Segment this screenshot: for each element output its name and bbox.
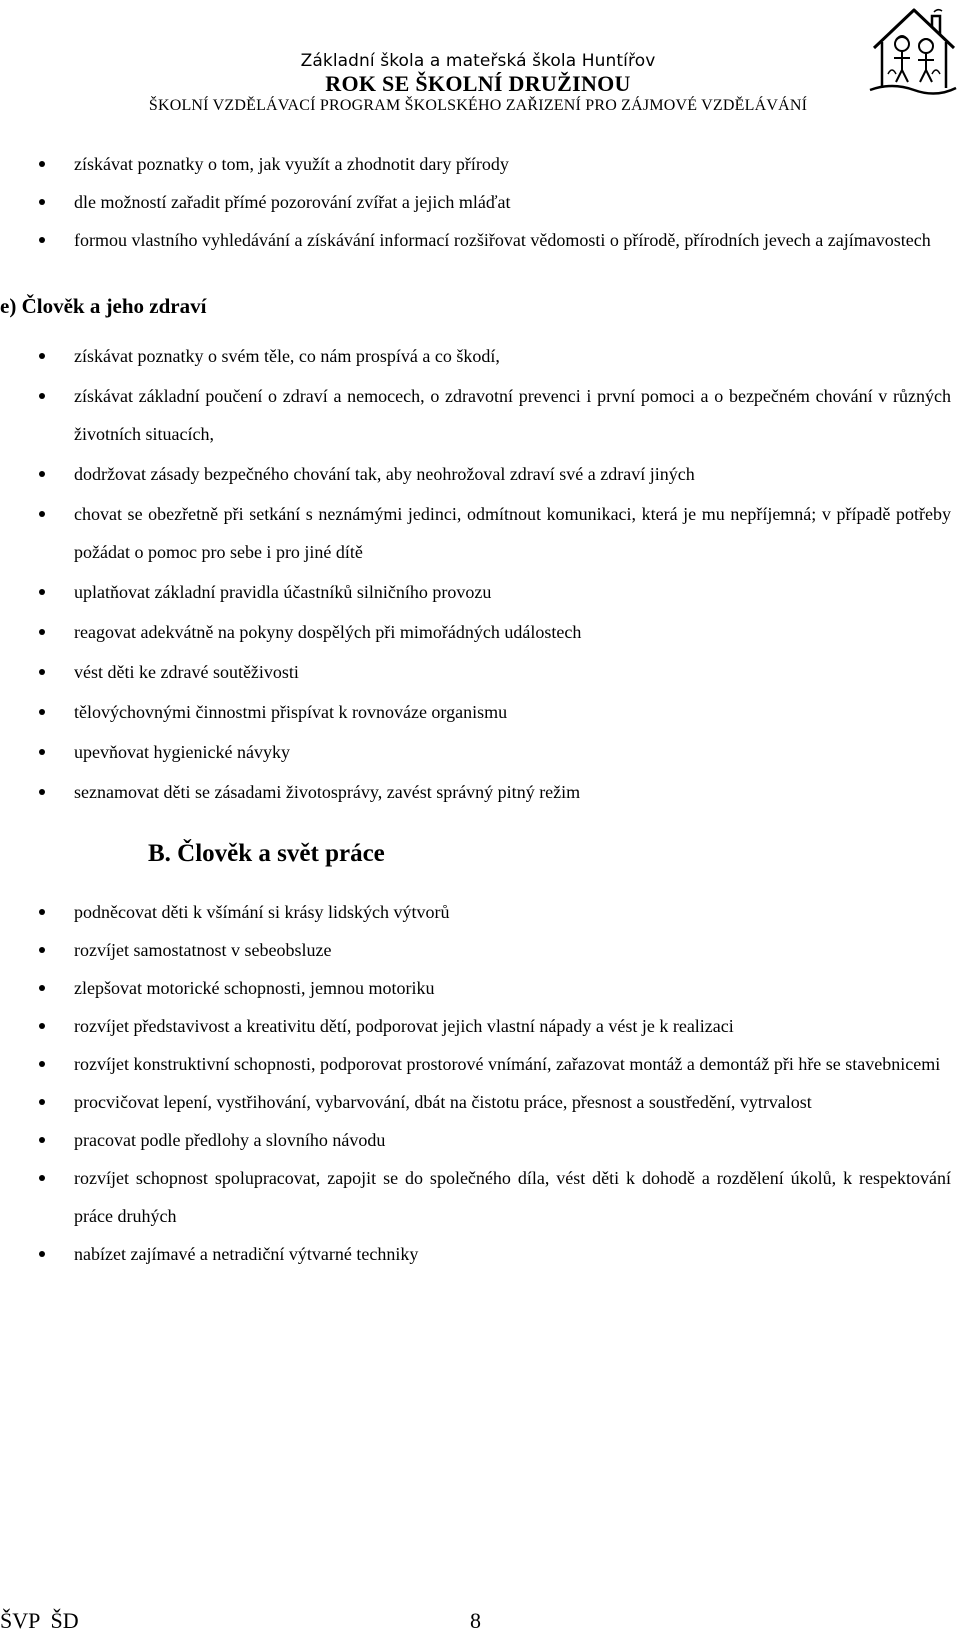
list-item: zlepšovat motorické schopnosti, jemnou motoriku	[0, 969, 960, 1007]
work-list	[0, 893, 960, 1273]
list-item: pracovat podle předlohy a slovního návodu	[0, 1121, 960, 1159]
nature-list	[0, 145, 960, 259]
school-logo-icon	[868, 4, 958, 96]
list-item: dodržovat zásady bezpečného chování tak, aby neohrožoval zdraví své a zdraví jiných	[0, 455, 960, 493]
header-subtitle: ŠKOLNÍ VZDĚLÁVACÍ PROGRAM ŠKOLSKÉHO ZAŘIZENÍ PRO ZÁJMOVÉ VZDĚLÁVÁNÍ	[148, 97, 808, 114]
list-item: získávat základní poučení o zdraví a nemocech, o zdravotní prevenci i první pomoci a o bezpečném chování v různých životních situacích,	[0, 377, 960, 453]
list-item: rozvíjet samostatnost v sebeobsluze	[0, 931, 960, 969]
list-item: tělovýchovnými činnostmi přispívat k rovnováze organismu	[0, 693, 960, 731]
list-item: uplatňovat základní pravidla účastníků silničního provozu	[0, 573, 960, 611]
header-title: ROK SE ŠKOLNÍ DRUŽINOU	[325, 71, 631, 96]
section-heading-work: B. Člověk a svět práce	[148, 840, 385, 867]
list-item: reagovat adekvátně na pokyny dospělých při mimořádných událostech	[0, 613, 960, 651]
list-item: získávat poznatky o tom, jak využít a zhodnotit dary přírody	[0, 145, 960, 183]
page-content	[0, 145, 960, 1273]
page-header	[0, 0, 960, 114]
section-heading-health: e) Člověk a jeho zdraví	[0, 294, 207, 318]
footer-label: ŠVP ŠD	[0, 1608, 79, 1633]
list-item: procvičovat lepení, vystřihování, vybarvování, dbát na čistotu práce, přesnost a soustředění, vytrvalost	[0, 1083, 960, 1121]
list-item: upevňovat hygienické návyky	[0, 733, 960, 771]
list-item: rozvíjet schopnost spolupracovat, zapojit se do společného díla, vést děti k dohodě a rozdělení úkolů, k respektování práce druhých	[0, 1159, 960, 1235]
list-item: vést děti ke zdravé soutěživosti	[0, 653, 960, 691]
list-item: rozvíjet konstruktivní schopnosti, podporovat prostorové vnímání, zařazovat montáž a demontáž při hře se stavebnicemi	[0, 1045, 960, 1083]
health-list	[0, 337, 960, 811]
list-item: nabízet zajímavé a netradiční výtvarné techniky	[0, 1235, 960, 1273]
list-item: dle možností zařadit přímé pozorování zvířat a jejich mláďat	[0, 183, 960, 221]
page-number: 8	[470, 1608, 481, 1633]
list-item: chovat se obezřetně při setkání s neznámými jedinci, odmítnout komunikaci, která je mu nepříjemná; v případě potřeby požádat o pomoc pro sebe i pro jiné dítě	[0, 495, 960, 571]
list-item: seznamovat děti se zásadami životosprávy, zavést správný pitný režim	[0, 773, 960, 811]
header-school-name: Základní škola a mateřská škola Huntířov	[300, 51, 656, 71]
list-item: získávat poznatky o svém těle, co nám prospívá a co škodí,	[0, 337, 960, 375]
list-item: formou vlastního vyhledávání a získávání informací rozšiřovat vědomosti o přírodě, přírodních jevech a zajímavostech	[0, 221, 960, 259]
list-item: podněcovat děti k všímání si krásy lidských výtvorů	[0, 893, 960, 931]
list-item: rozvíjet představivost a kreativitu dětí, podporovat jejich vlastní nápady a vést je k realizaci	[0, 1007, 960, 1045]
header-text-block	[118, 50, 838, 116]
page-footer	[0, 1604, 960, 1638]
